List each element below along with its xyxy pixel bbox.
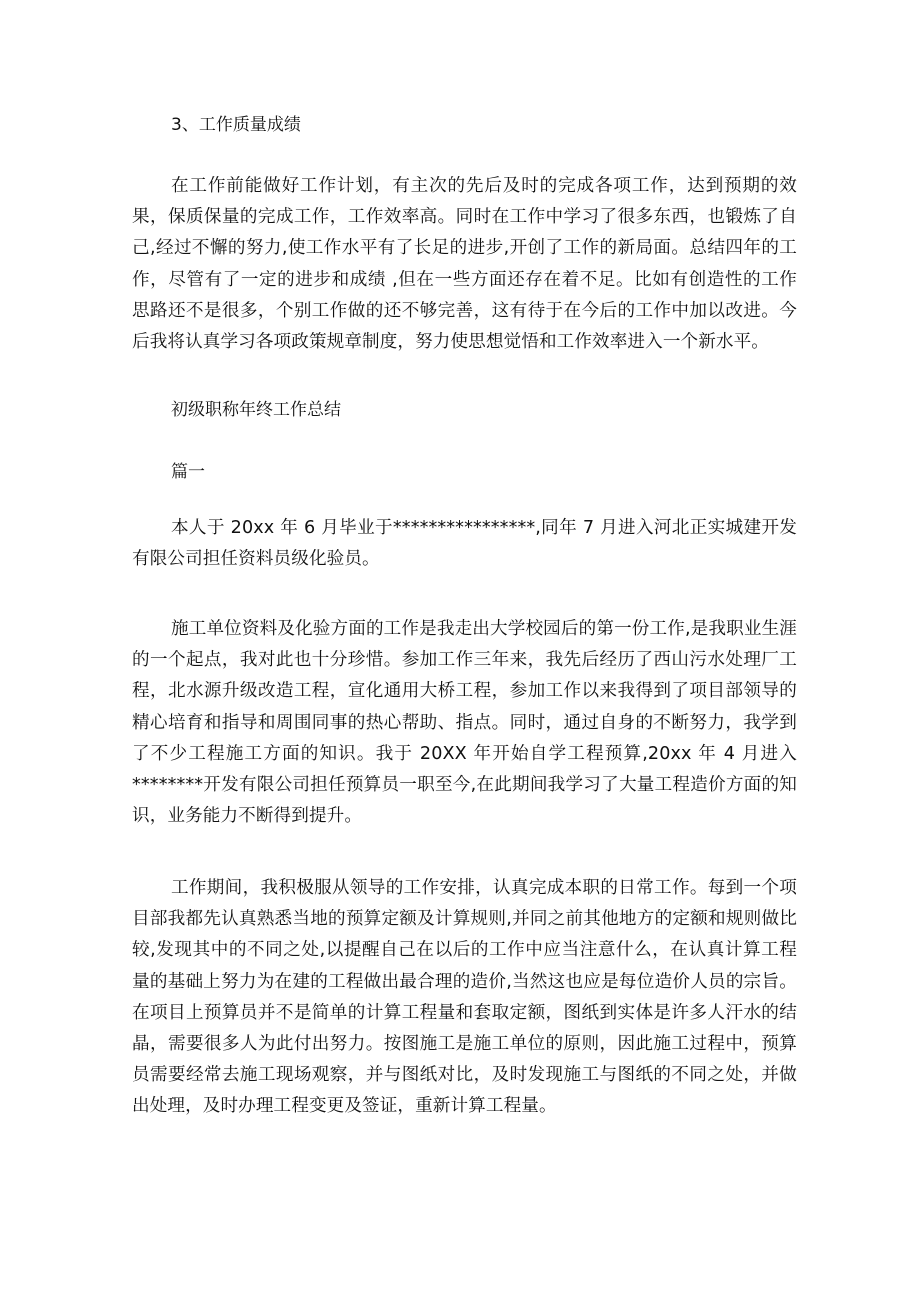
paragraph-work-period: 工作期间，我积极服从领导的工作安排，认真完成本职的日常工作。每到一个项目部我都先认真熟悉当地的预算定额及计算规则,并同之前其他地方的定额和规则做比较,发现其中的不同之处,以提醒自己在以后的工作中应当注意什么，在认真计算工程量的基础上努力为在建的工程做出最合理的造价,当然这也应是每位造价人员的宗旨。在项目上预算员并不是简单的计算工程量和套取定额，图纸到实体是许多人汗水的结晶，需要很多人为此付出努力。按图施工是施工单位的原则，因此施工过程中，预算员需要经常去施工现场观察，并与图纸对比，及时发现施工与图纸的不同之处，并做出处理，及时办理工程变更及签证，重新计算工程量。 <box>132 878 797 1117</box>
paragraph-experience: 施工单位资料及化验方面的工作是我走出大学校园后的第一份工作,是我职业生涯的一个起点，我对此也十分珍惜。参加工作三年来，我先后经历了西山污水处理厂工程，北水源升级改造工程，宣化通用大桥工程，参加工作以来我得到了项目部领导的精心培育和指导和周围同事的热心帮助、指点。同时，通过自身的不断努力，我学到了不少工程施工方面的知识。我于 20XX 年开始自学工程预算,20xx 年 4 月进入********开发有限公司担任预算员一职至今,在此期间我学习了大量工程造价方面的知识，业务能力不断得到提升。 <box>132 619 797 827</box>
article-title: 初级职称年终工作总结 <box>171 400 341 420</box>
part-label: 篇一 <box>171 462 205 482</box>
paragraph-work-quality: 在工作前能做好工作计划，有主次的先后及时的完成各项工作，达到预期的效果，保质保量的完成工作，工作效率高。同时在工作中学习了很多东西，也锻炼了自己,经过不懈的努力,使工作水平有了长足的进步,开创了工作的新局面。总结四年的工作，尽管有了一定的进步和成绩 ,但在一些方面还存在着不足。比如有创造性的工作思路还不是很多，个别工作做的还不够完善，这有待于在今后的工作中加以改进。今后我将认真学习各项政策规章制度，努力使思想觉悟和工作效率进入一个新水平。 <box>132 176 797 353</box>
section-heading: 3、工作质量成绩 <box>171 115 301 135</box>
paragraph-intro: 本人于 20xx 年 6 月毕业于****************,同年 7 月进入河北正实城建开发有限公司担任资料员级化验员。 <box>132 518 797 570</box>
